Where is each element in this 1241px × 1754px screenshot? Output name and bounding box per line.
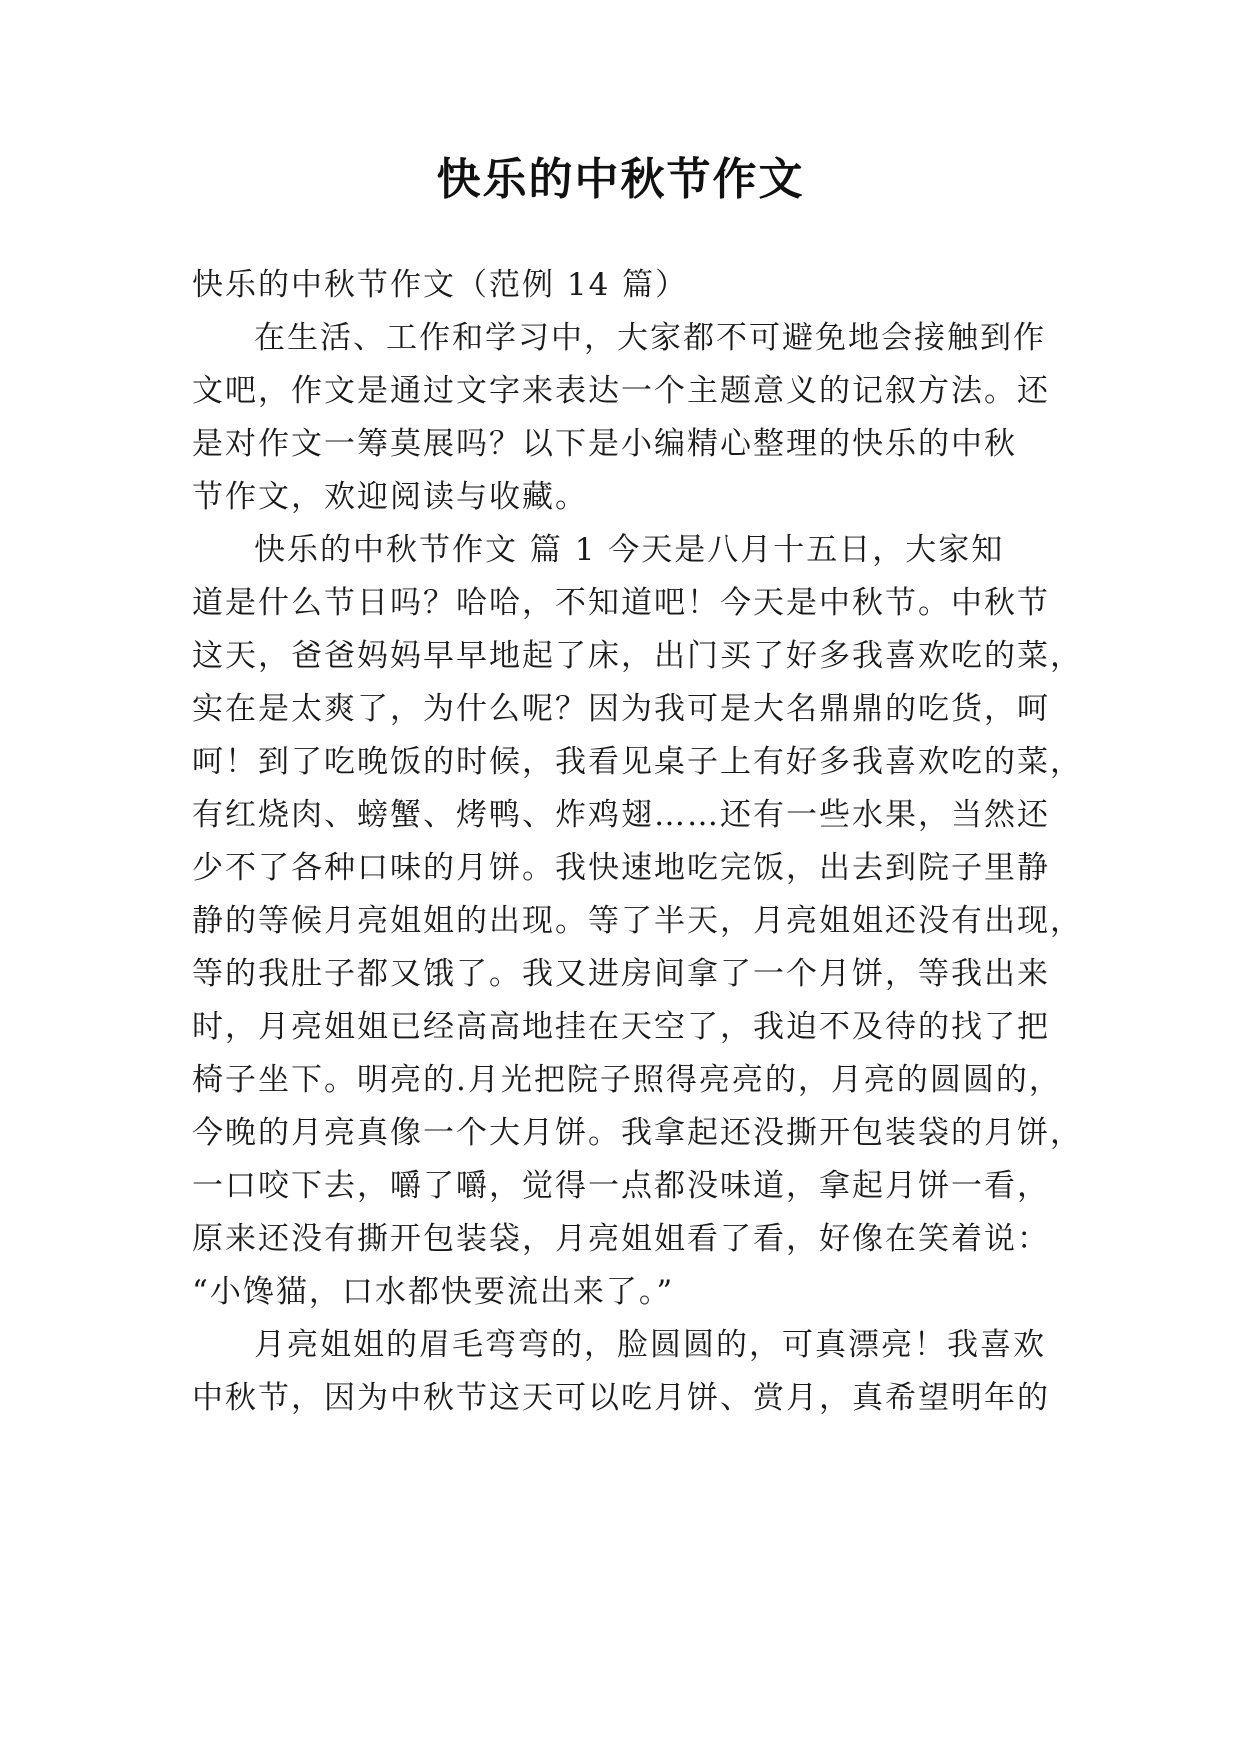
paragraph-line: 等的我肚子都又饿了。我又进房间拿了一个月饼，等我出来 (192, 956, 1050, 992)
paragraph-line: 道是什么节日吗？哈哈，不知道吧！今天是中秋节。中秋节 (192, 585, 1050, 621)
subtitle-line: 快乐的中秋节作文（范例 14 篇） (192, 267, 689, 303)
paragraph-line: 节作文，欢迎阅读与收藏。 (192, 479, 588, 515)
paragraph-line: 今晚的月亮真像一个大月饼。我拿起还没撕开包装袋的月饼， (192, 1115, 1083, 1151)
paragraph-line: “小馋猫，口水都快要流出来了。” (192, 1274, 675, 1310)
paragraph-line: 文吧，作文是通过文字来表达一个主题意义的记叙方法。还 (192, 373, 1050, 409)
paragraph-line: 时，月亮姐姐已经高高地挂在天空了，我迫不及待的找了把 (192, 1009, 1050, 1045)
paragraph-line: 原来还没有撕开包装袋，月亮姐姐看了看，好像在笑着说： (192, 1221, 1050, 1257)
paragraph-line: 呵！到了吃晚饭的时候，我看见桌子上有好多我喜欢吃的菜， (192, 744, 1083, 780)
paragraph-line: 月亮姐姐的眉毛弯弯的，脸圆圆的，可真漂亮！我喜欢 (254, 1327, 1046, 1363)
paragraph-line: 快乐的中秋节作文 篇 1 今天是八月十五日，大家知 (254, 532, 1005, 568)
document-title: 快乐的中秋节作文 (436, 154, 805, 205)
paragraph-line: 在生活、工作和学习中，大家都不可避免地会接触到作 (254, 320, 1046, 356)
paragraph-line: 中秋节，因为中秋节这天可以吃月饼、赏月，真希望明年的 (192, 1380, 1050, 1416)
paragraph-line: 这天，爸爸妈妈早早地起了床，出门买了好多我喜欢吃的菜， (192, 638, 1083, 674)
paragraph-line: 是对作文一筹莫展吗？以下是小编精心整理的快乐的中秋 (192, 426, 1017, 462)
paragraph-line: 一口咬下去，嚼了嚼，觉得一点都没味道，拿起月饼一看， (192, 1168, 1050, 1204)
paragraph-line: 有红烧肉、螃蟹、烤鸭、炸鸡翅……还有一些水果，当然还 (192, 797, 1050, 833)
paragraph-line: 椅子坐下。明亮的.月光把院子照得亮亮的，月亮的圆圆的， (192, 1062, 1062, 1098)
paragraph-line: 少不了各种口味的月饼。我快速地吃完饭，出去到院子里静 (192, 850, 1050, 886)
paragraph-line: 静的等候月亮姐姐的出现。等了半天，月亮姐姐还没有出现， (192, 903, 1083, 939)
paragraph-line: 实在是太爽了，为什么呢？因为我可是大名鼎鼎的吃货，呵 (192, 691, 1050, 727)
